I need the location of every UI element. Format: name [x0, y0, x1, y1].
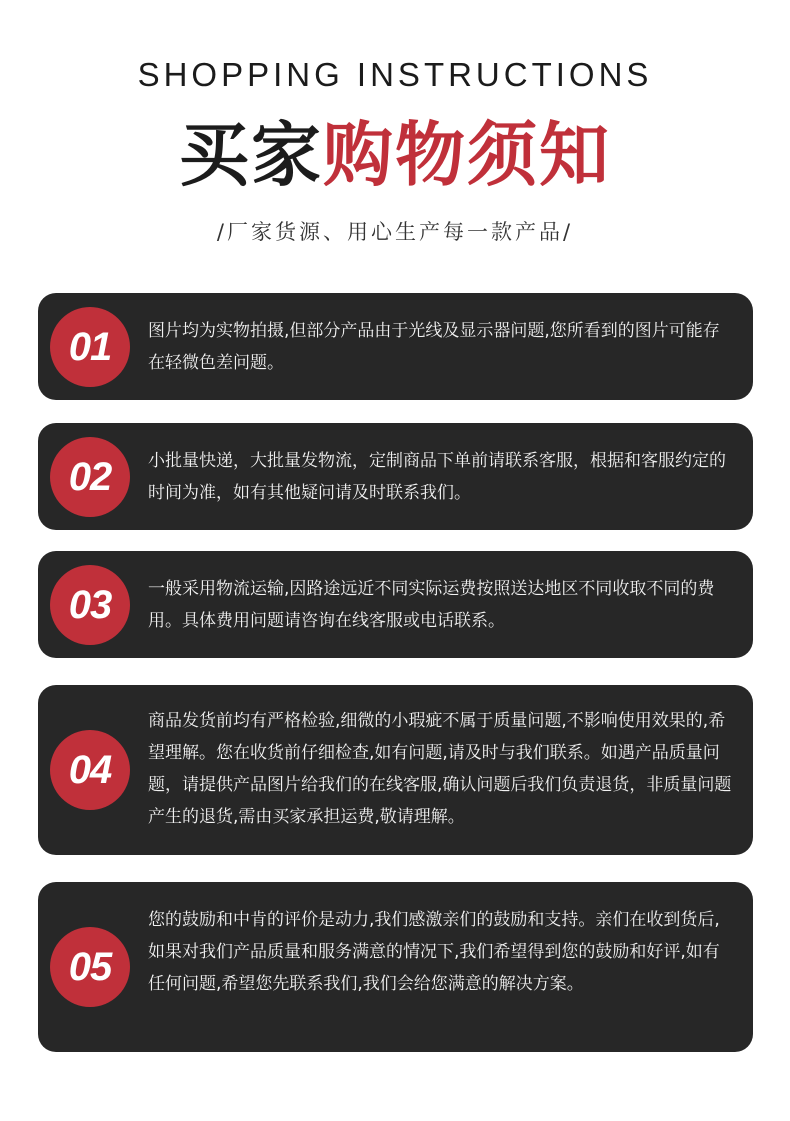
number-badge-2 [50, 437, 130, 517]
english-title: SHOPPING INSTRUCTIONS [137, 56, 653, 93]
page-title-red-part: 购物须知 [323, 114, 611, 196]
badge-number: 02 [68, 454, 112, 499]
number-badge-1 [50, 307, 130, 387]
badge-number: 03 [68, 582, 112, 627]
notice-text-3: 一般采用物流运输,因路途远近不同实际运费按照送达地区不同收取不同的费用。具体费用问题请咨询在线客服或电话联系。 [148, 579, 715, 631]
number-badge-4 [50, 730, 130, 810]
number-badge-5 [50, 927, 130, 1007]
subtitle: /厂家货源、用心生产每一款产品/ [216, 220, 574, 244]
notice-text-5: 您的鼓励和中肯的评价是动力,我们感激亲们的鼓励和支持。亲们在收到货后,如果对我们产品质量和服务满意的情况下,我们希望得到您的鼓励和好评,如有任何问题,希望您先联系我们,我们会给您满意的解决方案。 [148, 910, 720, 994]
number-badge-3 [50, 565, 130, 645]
notice-card-4 [38, 685, 753, 855]
page-title [0, 110, 790, 200]
notice-card-2 [38, 423, 753, 530]
notice-card-3 [38, 551, 753, 658]
notice-text-2: 小批量快递，大批量发物流，定制商品下单前请联系客服，根据和客服约定的时间为准，如有其他疑问请及时联系我们。 [148, 451, 726, 503]
badge-number: 04 [68, 747, 112, 792]
notice-text-4: 商品发货前均有严格检验,细微的小瑕疵不属于质量问题,不影响使用效果的,希望理解。您在收货前仔细检查,如有问题,请及时与我们联系。如遇产品质量问题，请提供产品图片给我们的在线客服,确认问题后我们负责退货，非质量问题产生的退货,需由买家承担运费,敬请理解。 [148, 711, 732, 827]
badge-number: 05 [68, 944, 112, 989]
notice-card-5 [38, 882, 753, 1052]
notice-card-1 [38, 293, 753, 400]
badge-number: 01 [68, 324, 112, 369]
page-title-dark-part: 买家 [179, 114, 323, 196]
notice-text-1: 图片均为实物拍摄,但部分产品由于光线及显示器问题,您所看到的图片可能存在轻微色差问题。 [148, 321, 720, 373]
